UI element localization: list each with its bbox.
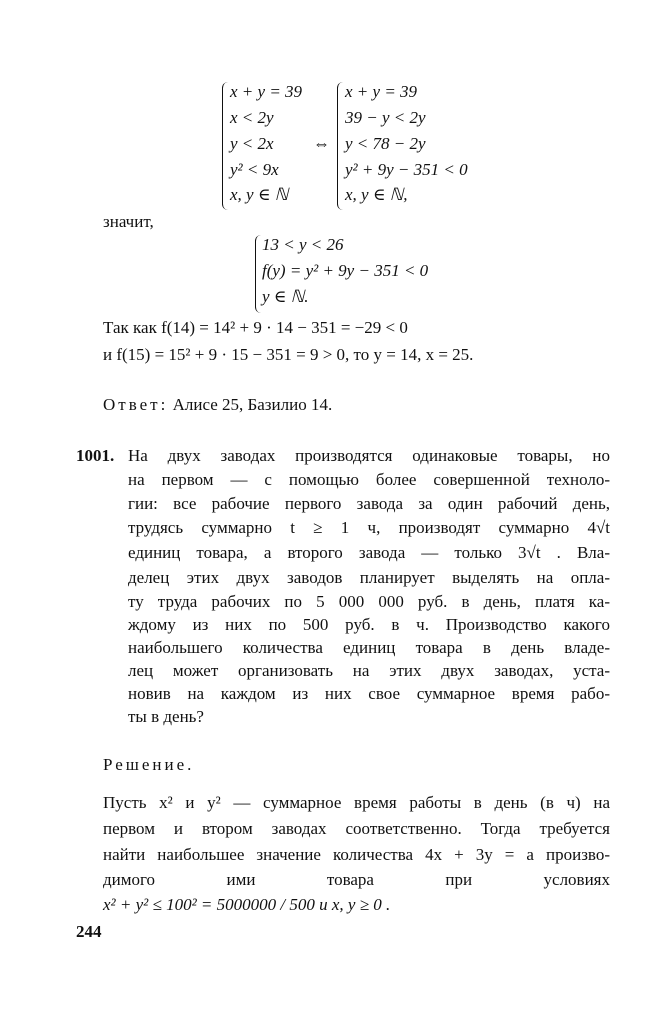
right-brace xyxy=(337,82,344,210)
problem-line: на первом — с помощью более совершенной техноло- xyxy=(128,470,610,489)
problem-line: лец может организовать на этих двух заводах, уста- xyxy=(128,661,610,680)
answer-label: Ответ: xyxy=(103,395,169,414)
equivalence-arrow: ⇔ xyxy=(313,134,330,153)
equation-line: y² < 9x xyxy=(230,160,279,179)
problem-line: ты в день? xyxy=(128,707,204,726)
equation-line: y² + 9y − 351 < 0 xyxy=(345,160,468,179)
equation-line: x + y = 39 xyxy=(345,82,418,101)
text-znachit: значит, xyxy=(103,212,154,231)
answer xyxy=(103,395,332,415)
problem-line: единиц товара, а второго завода — только 3√t . Вла- xyxy=(128,543,610,562)
solution-line: Пусть x² и y² — суммарное время работы в день (в ч) на xyxy=(103,793,610,812)
problem-line: новив на каждом из них свое суммарное время рабо- xyxy=(128,684,610,703)
equation-line: y < 78 − 2y xyxy=(345,134,426,153)
equation-line: y < 2x xyxy=(230,134,274,153)
page-number: 244 xyxy=(76,922,102,941)
problem-line: трудясь суммарно t ≥ 1 ч, производят суммарно 4√t xyxy=(128,518,610,537)
problem-line: наибольшего количества единиц товара в день владе- xyxy=(128,638,610,657)
solution-formula: x² + y² ≤ 100² = 5000000 / 500 и x, y ≥ 0 . xyxy=(103,895,391,914)
left-brace xyxy=(222,82,229,210)
equation-line: 13 < y < 26 xyxy=(262,235,344,254)
answer-text: Алисе 25, Базилио 14. xyxy=(172,395,333,414)
text-tak-kak: Так как f(14) = 14² + 9 · 14 − 351 = −29 < 0 xyxy=(103,318,408,337)
problem-line: делец этих двух заводов планирует выделять на опла- xyxy=(128,568,610,587)
solution-label: Решение. xyxy=(103,755,195,774)
equation-line: x, y ∈ ℕ xyxy=(230,185,289,204)
problem-line: гии: все рабочие первого завода за один рабочий день, xyxy=(128,494,610,513)
solution-line: первом и втором заводах соответственно. Тогда требуется xyxy=(103,819,610,838)
equation-line: 39 − y < 2y xyxy=(345,108,426,127)
problem-number: 1001. xyxy=(76,446,115,465)
solution-line: димого ими товара при условиях xyxy=(103,870,610,889)
equation-line: f(y) = y² + 9y − 351 < 0 xyxy=(262,261,429,280)
system2-brace xyxy=(255,235,262,313)
equation-line: x < 2y xyxy=(230,108,274,127)
text-f15: и f(15) = 15² + 9 · 15 − 351 = 9 > 0, то y = 14, x = 25. xyxy=(103,345,474,364)
solution-line: найти наибольшее значение количества 4x + 3y = a произво- xyxy=(103,845,610,864)
equation-line: y ∈ ℕ. xyxy=(262,287,309,306)
problem-line: На двух заводах производятся одинаковые товары, но xyxy=(128,446,610,465)
problem-line: ту труда рабочих по 5 000 000 руб. в день, платя ка- xyxy=(128,592,610,611)
equation-line: x + y = 39 xyxy=(230,82,303,101)
equation-line: x, y ∈ ℕ, xyxy=(345,185,408,204)
problem-line: ждому из них по 500 руб. в ч. Производство какого xyxy=(128,615,610,634)
